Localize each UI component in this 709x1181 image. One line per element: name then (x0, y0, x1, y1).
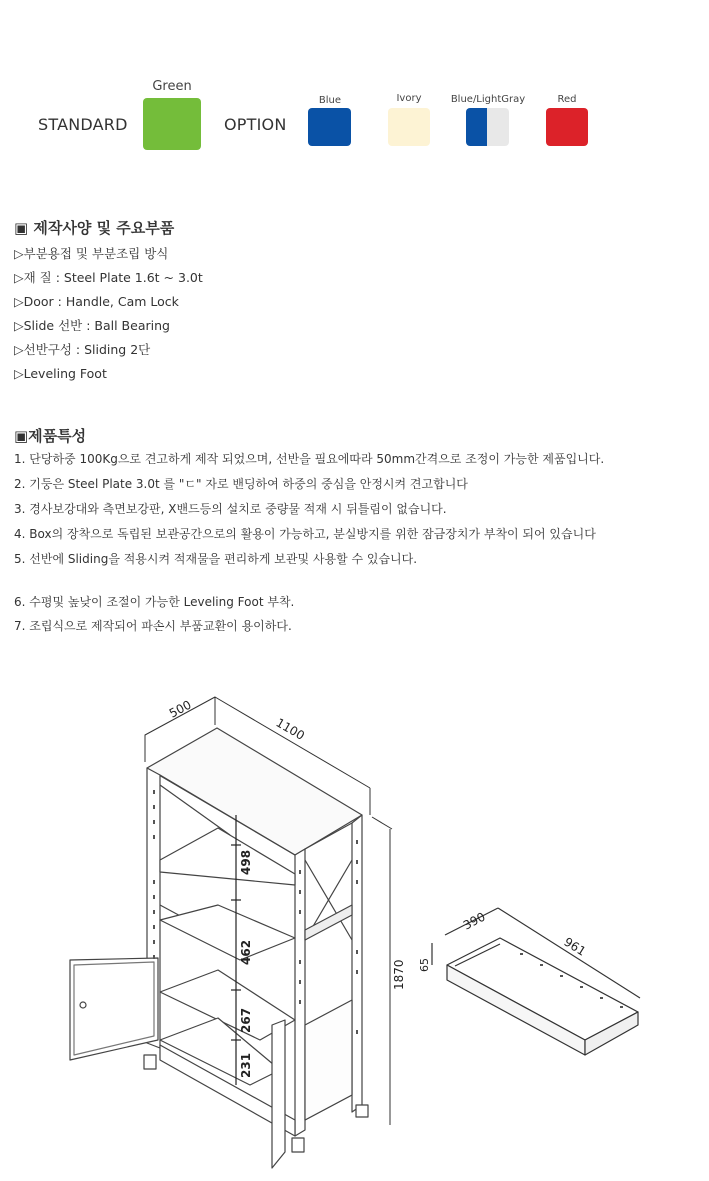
spec-section-title: ▣ 제작사양 및 주요부품 (14, 219, 175, 237)
feature-item: 4. Box의 장착으로 독립된 보관공간으로의 활용이 가능하고, 분실방지를 위한 잠금장치가 부착이 되어 있습니다 (14, 527, 596, 541)
spec-item: ▷Slide 선반 : Ball Bearing (14, 318, 170, 333)
standard-label: STANDARD (38, 115, 128, 134)
leveling-foot (292, 1138, 304, 1152)
open-door-left (70, 958, 158, 1060)
option-color-swatch (466, 108, 509, 146)
dim-width: 1100 (273, 715, 307, 743)
tray-dim-depth: 390 (460, 909, 488, 933)
leveling-foot (356, 1105, 368, 1117)
spec-item: ▷재 질 : Steel Plate 1.6t ~ 3.0t (14, 270, 203, 285)
dim-gap-1: 498 (239, 849, 253, 875)
leveling-foot (144, 1055, 156, 1069)
feature-item: 1. 단당하중 100Kg으로 견고하게 제작 되었으며, 선반을 필요에따라 50mm간격으로 조정이 가능한 제품입니다. (14, 452, 605, 466)
dim-gap-3: 267 (239, 1007, 253, 1033)
side-panel (305, 1000, 352, 1120)
spec-item: ▷Door : Handle, Cam Lock (14, 294, 179, 309)
option-color-name: Ivory (396, 93, 422, 104)
feature-item: 5. 선반에 Sliding을 적용시켜 적재물을 편리하게 보관및 사용할 수 있습니다. (14, 552, 418, 566)
option-color-swatch (308, 108, 351, 146)
feature-item: 6. 수평및 높낮이 조절이 가능한 Leveling Foot 부착. (14, 595, 295, 609)
shelf-2 (160, 905, 295, 960)
features-section-title: ▣제품특성 (14, 427, 87, 445)
option-color-name: Red (557, 94, 577, 105)
spec-item: ▷부분용접 및 부분조립 방식 (14, 246, 169, 261)
option-color-name: Blue (318, 95, 342, 106)
spec-item: ▷Leveling Foot (14, 366, 107, 381)
standard-color-name: Green (152, 79, 192, 94)
rear-right-post (352, 815, 362, 1112)
tray-drawing (432, 908, 640, 1055)
tray-dim-width: 961 (561, 934, 589, 959)
features-list (14, 447, 604, 572)
option-label: OPTION (224, 115, 287, 134)
open-door-right (272, 1020, 285, 1168)
shelf-technical-drawing (0, 680, 709, 1180)
option-color-name: Blue/LightGray (450, 94, 526, 105)
spec-item: ▷선반구성 : Sliding 2단 (14, 342, 151, 357)
feature-item: 7. 조립식으로 제작되어 파손시 부품교환이 용이하다. (14, 619, 292, 633)
features-list-extra (14, 590, 294, 638)
option-color-swatch (546, 108, 588, 146)
color-options (0, 70, 709, 170)
option-color-swatch (388, 108, 430, 146)
spec-list (14, 242, 203, 386)
standard-color-swatch (143, 98, 201, 150)
tray-dim-height: 65 (418, 958, 431, 972)
dim-depth: 500 (166, 697, 194, 721)
slide-tray (305, 905, 352, 940)
dim-gap-4: 231 (239, 1052, 253, 1078)
feature-item: 3. 경사보강대와 측면보강판, X밴드등의 설치로 중량물 적재 시 뒤틀림이 없습니다. (14, 502, 447, 516)
dim-height: 1870 (392, 959, 406, 990)
feature-item: 2. 기둥은 Steel Plate 3.0t 를 "ㄷ" 자로 밴딩하여 하중의 중심을 안정시켜 견고합니다 (14, 477, 468, 491)
dim-gap-2: 462 (239, 939, 253, 965)
